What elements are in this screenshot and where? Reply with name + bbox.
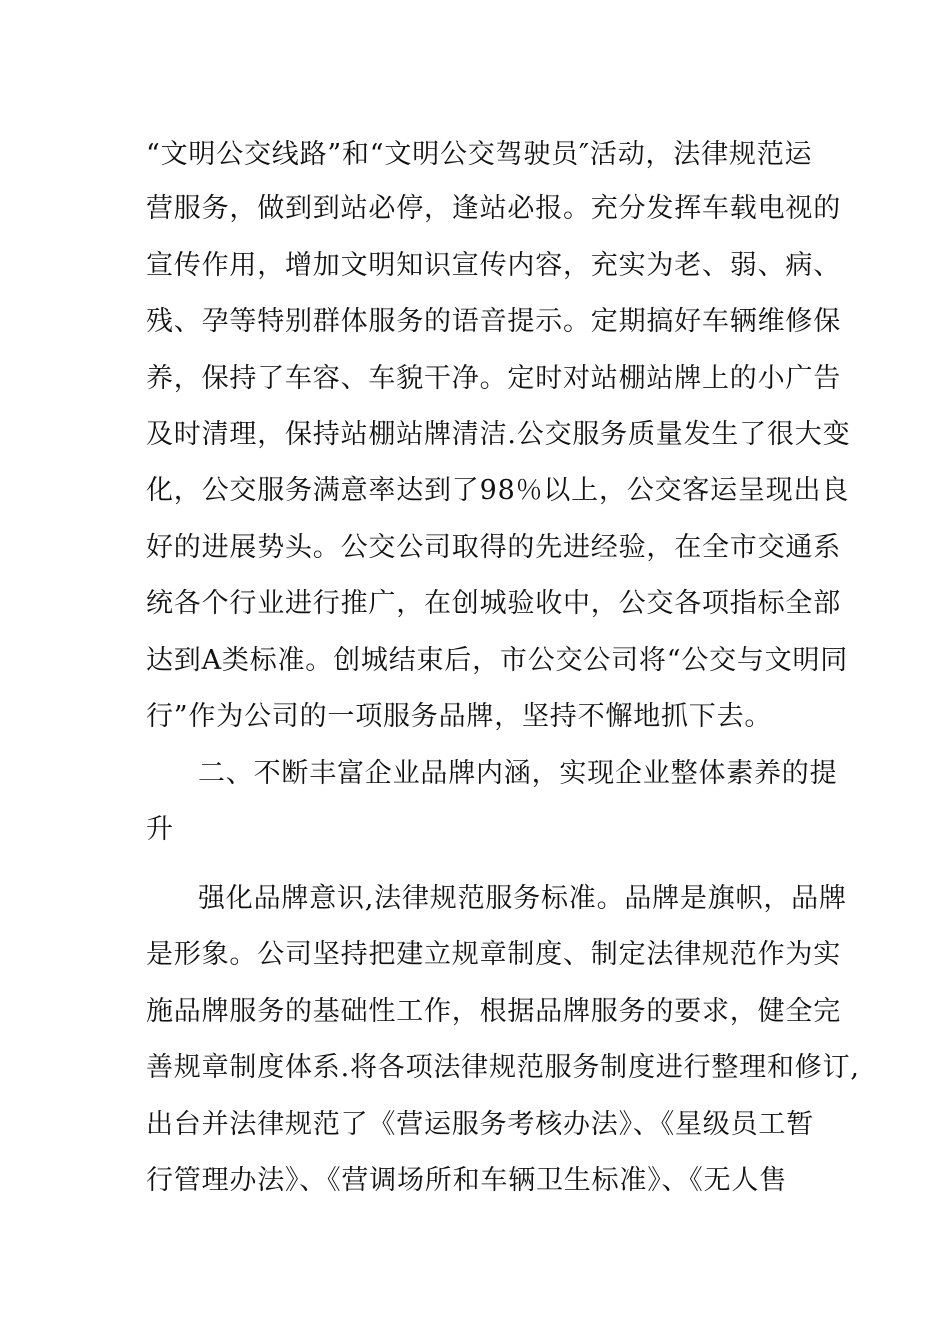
text-line-2: 营服务，做到到站必停，逢站必报。充分发挥车载电视的: [146, 193, 841, 224]
text-line-7: 化，公交服务满意率达到了98％以上，公交客运呈现出良: [146, 475, 850, 506]
text-line-16: 施品牌服务的基础性工作，根据品牌服务的要求，健全完: [146, 996, 841, 1027]
text-line-14: 强化品牌意识,法律规范服务标准。品牌是旗帜，品牌: [198, 883, 847, 914]
text-line-4: 残、孕等特别群体服务的语音提示。定期搞好车辆维修保: [146, 306, 841, 337]
text-line-17: 善规章制度体系.将各项法律规范服务制度进行整理和修订,: [146, 1052, 860, 1083]
section-heading-cont: 升: [146, 814, 174, 845]
section-heading: 二、不断丰富企业品牌内涵，实现企业整体素养的提: [198, 758, 838, 789]
text-line-19: 行管理办法》、《营调场所和车辆卫生标准》、《无人售: [146, 1165, 787, 1196]
text-line-15: 是形象。公司坚持把建立规章制度、制定法律规范作为实: [146, 939, 841, 970]
text-line-10: 达到A类标准。创城结束后，市公交公司将“公交与文明同: [146, 645, 849, 676]
text-line-5: 养，保持了车容、车貌干净。定时对站棚站牌上的小广告: [146, 363, 841, 394]
text-line-18: 出台并法律规范了《营运服务考核办法》、《星级员工暂: [146, 1109, 814, 1140]
text-line-11: 行”作为公司的一项服务品牌，坚持不懈地抓下去。: [146, 701, 773, 732]
text-line-8: 好的进展势头。公交公司取得的先进经验，在全市交通系: [146, 532, 841, 563]
text-line-9: 统各个行业进行推广，在创城验收中，公交各项指标全部: [146, 588, 841, 619]
text-line-6: 及时清理，保持站棚站牌清洁.公交服务质量发生了很大变: [146, 419, 851, 450]
text-line-1: “文明公交线路”和“文明公交驾驶员″活动，法律规范运: [146, 139, 813, 170]
text-line-3: 宣传作用，增加文明知识宣传内容，充实为老、弱、病、: [146, 250, 841, 281]
